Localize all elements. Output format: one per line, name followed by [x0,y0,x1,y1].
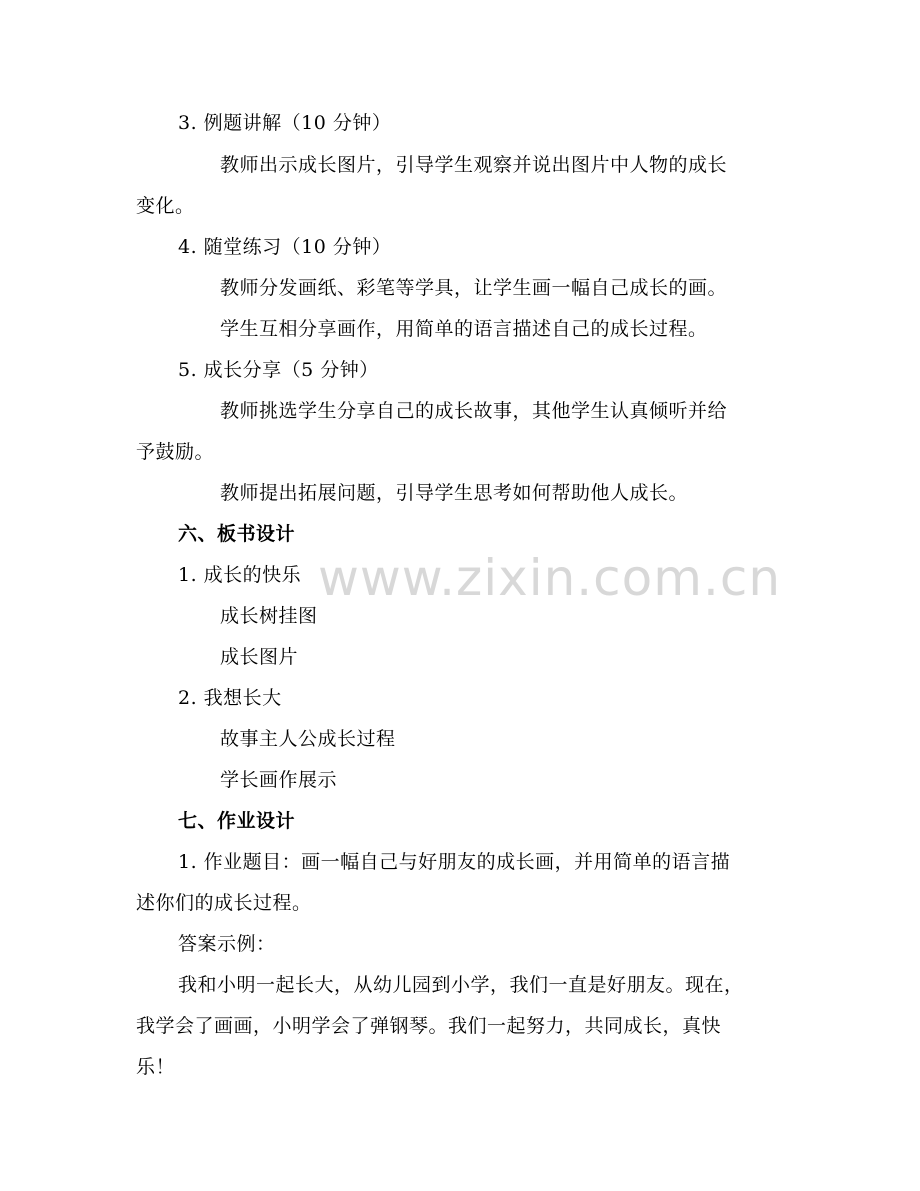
paragraph-line: 予鼓励。 [136,441,215,463]
board-item-2: 2. 我想长大 [178,687,282,709]
watermark: www.zixin.com.cn [318,549,782,607]
paragraph-line: 变化。 [136,195,195,217]
board-subitem: 成长树挂图 [220,605,318,627]
paragraph-line: 我和小明一起长大，从幼儿园到小学，我们一直是好朋友。现在， [178,974,744,996]
step-5-heading: 5. 成长分享（5 分钟） [178,359,379,381]
board-subitem: 成长图片 [220,646,299,668]
paragraph-line: 教师出示成长图片，引导学生观察并说出图片中人物的成长 [220,154,728,176]
section-7-heading: 七、作业设计 [178,810,296,832]
paragraph-line: 教师挑选学生分享自己的成长故事，其他学生认真倾听并给 [220,400,728,422]
paragraph-line: 教师提出拓展问题，引导学生思考如何帮助他人成长。 [220,482,689,504]
answer-example-label: 答案示例： [178,933,276,955]
step-3-heading: 3. 例题讲解（10 分钟） [178,112,392,134]
paragraph-line: 学生互相分享画作，用简单的语言描述自己的成长过程。 [220,318,708,340]
section-6-heading: 六、板书设计 [178,523,296,545]
paragraph-line: 我学会了画画，小明学会了弹钢琴。我们一起努力，共同成长，真快 [136,1015,722,1037]
paragraph-line: 述你们的成长过程。 [136,892,312,914]
paragraph-line: 教师分发画纸、彩笔等学具，让学生画一幅自己成长的画。 [220,277,728,299]
board-subitem: 学长画作展示 [220,769,338,791]
step-4-heading: 4. 随堂练习（10 分钟） [178,236,392,258]
board-item-1: 1. 成长的快乐 [178,564,302,586]
paragraph-line: 乐！ [136,1056,176,1078]
homework-item-1: 1. 作业题目：画一幅自己与好朋友的成长画，并用简单的语言描 [178,851,731,873]
board-subitem: 故事主人公成长过程 [220,728,396,750]
